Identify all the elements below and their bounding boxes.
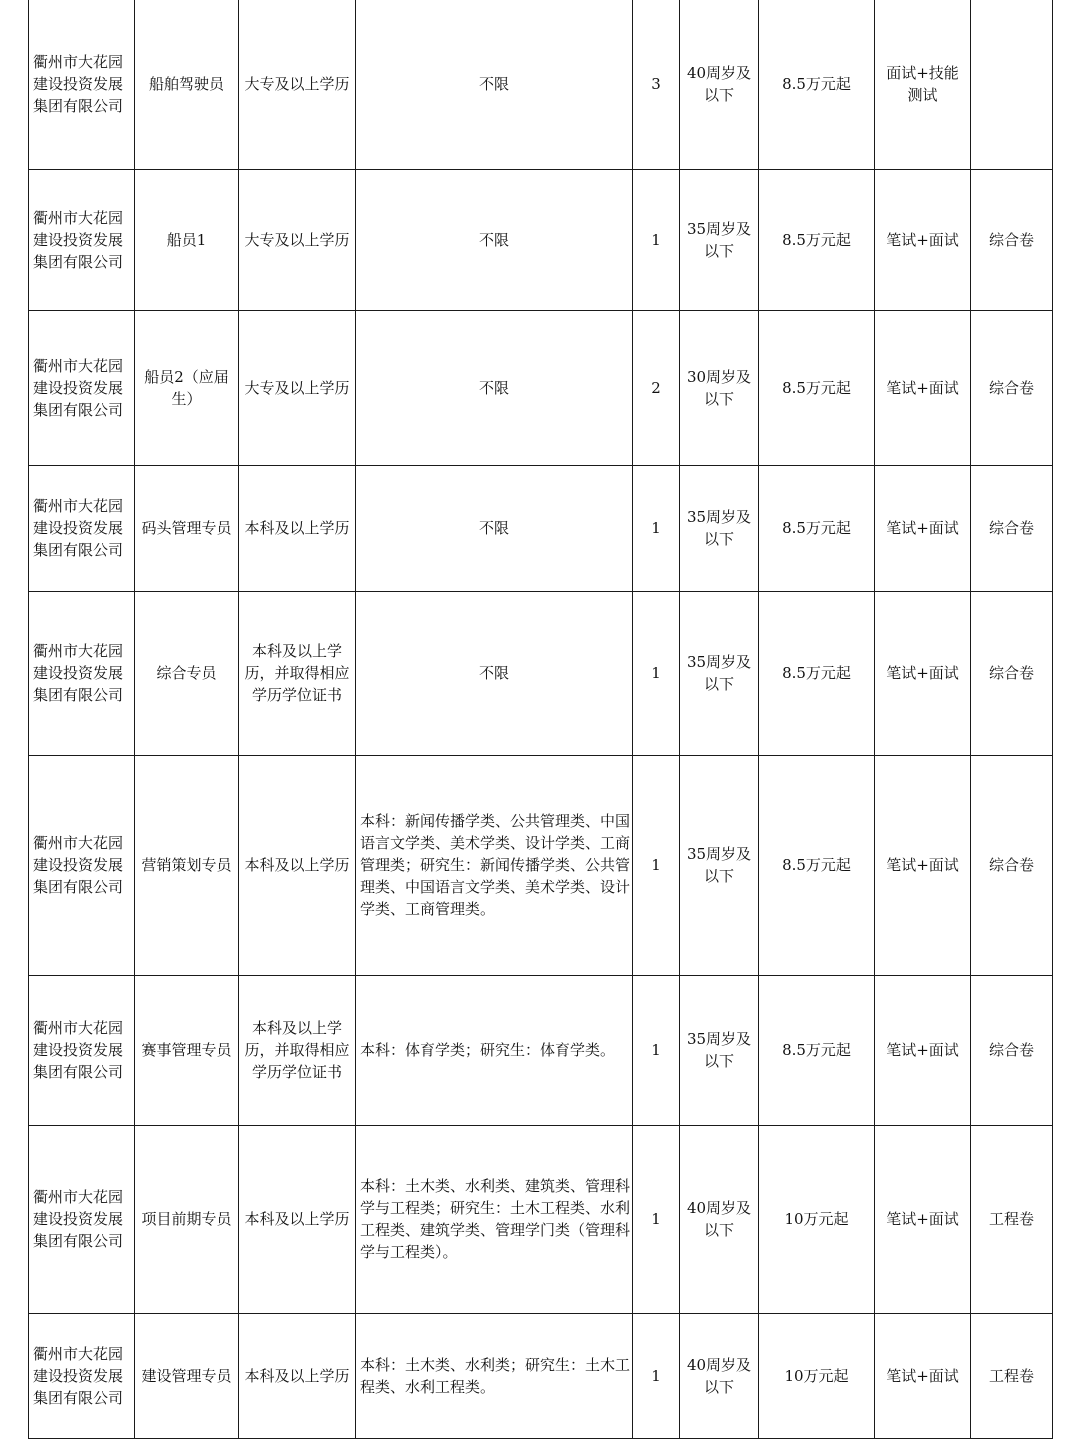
table-row [29, 310, 1053, 465]
salary-cell: 10万元起 [759, 1313, 875, 1438]
major-cell: 不限 [356, 310, 633, 465]
exam-method-cell: 笔试+面试 [875, 169, 971, 310]
paper-cell: 综合卷 [971, 310, 1053, 465]
major-cell: 不限 [356, 169, 633, 310]
company-cell: 衢州市大花园建设投资发展集团有限公司 [29, 755, 135, 975]
position-cell: 船员1 [135, 169, 239, 310]
salary-cell: 10万元起 [759, 1125, 875, 1313]
age-cell: 40周岁及以下 [680, 1125, 759, 1313]
company-cell: 衢州市大花园建设投资发展集团有限公司 [29, 169, 135, 310]
exam-method-cell: 面试+技能测试 [875, 0, 971, 169]
age-cell: 40周岁及以下 [680, 1313, 759, 1438]
company-cell: 衢州市大花园建设投资发展集团有限公司 [29, 465, 135, 591]
salary-cell: 8.5万元起 [759, 975, 875, 1125]
count-cell: 1 [633, 591, 680, 755]
salary-cell: 8.5万元起 [759, 591, 875, 755]
count-cell: 1 [633, 975, 680, 1125]
position-cell: 建设管理专员 [135, 1313, 239, 1438]
salary-cell: 8.5万元起 [759, 465, 875, 591]
table-row [29, 465, 1053, 591]
exam-method-cell: 笔试+面试 [875, 1125, 971, 1313]
education-cell: 本科及以上学历 [239, 1313, 356, 1438]
company-cell: 衢州市大花园建设投资发展集团有限公司 [29, 1125, 135, 1313]
position-cell: 船员2（应届生） [135, 310, 239, 465]
count-cell: 3 [633, 0, 680, 169]
paper-cell: 综合卷 [971, 591, 1053, 755]
education-cell: 本科及以上学历 [239, 755, 356, 975]
salary-cell: 8.5万元起 [759, 755, 875, 975]
count-cell: 1 [633, 755, 680, 975]
paper-cell: 综合卷 [971, 755, 1053, 975]
table-row [29, 975, 1053, 1125]
paper-cell: 工程卷 [971, 1125, 1053, 1313]
exam-method-cell: 笔试+面试 [875, 591, 971, 755]
position-cell: 项目前期专员 [135, 1125, 239, 1313]
count-cell: 1 [633, 465, 680, 591]
position-cell: 营销策划专员 [135, 755, 239, 975]
education-cell: 大专及以上学历 [239, 0, 356, 169]
table-row [29, 1125, 1053, 1313]
age-cell: 35周岁及以下 [680, 975, 759, 1125]
major-cell: 不限 [356, 465, 633, 591]
position-cell: 船舶驾驶员 [135, 0, 239, 169]
salary-cell: 8.5万元起 [759, 310, 875, 465]
age-cell: 35周岁及以下 [680, 591, 759, 755]
position-cell: 码头管理专员 [135, 465, 239, 591]
major-cell: 本科：体育学类；研究生：体育学类。 [356, 975, 633, 1125]
position-cell: 综合专员 [135, 591, 239, 755]
education-cell: 本科及以上学历 [239, 1125, 356, 1313]
table-row [29, 591, 1053, 755]
count-cell: 1 [633, 1125, 680, 1313]
paper-cell [971, 0, 1053, 169]
exam-method-cell: 笔试+面试 [875, 465, 971, 591]
major-cell: 本科：土木类、水利类、建筑类、管理科学与工程类；研究生：土木工程类、水利工程类、建筑学类、管理学门类（管理科学与工程类）。 [356, 1125, 633, 1313]
position-cell: 赛事管理专员 [135, 975, 239, 1125]
salary-cell: 8.5万元起 [759, 0, 875, 169]
exam-method-cell: 笔试+面试 [875, 755, 971, 975]
age-cell: 35周岁及以下 [680, 755, 759, 975]
table-row [29, 1313, 1053, 1438]
major-cell: 不限 [356, 0, 633, 169]
table-row [29, 755, 1053, 975]
education-cell: 本科及以上学历 [239, 465, 356, 591]
education-cell: 大专及以上学历 [239, 169, 356, 310]
company-cell: 衢州市大花园建设投资发展集团有限公司 [29, 1313, 135, 1438]
age-cell: 35周岁及以下 [680, 169, 759, 310]
major-cell: 本科：土木类、水利类；研究生：土木工程类、水利工程类。 [356, 1313, 633, 1438]
education-cell: 本科及以上学历，并取得相应学历学位证书 [239, 591, 356, 755]
recruitment-table [28, 0, 1053, 1439]
education-cell: 大专及以上学历 [239, 310, 356, 465]
paper-cell: 综合卷 [971, 975, 1053, 1125]
major-cell: 不限 [356, 591, 633, 755]
paper-cell: 工程卷 [971, 1313, 1053, 1438]
count-cell: 2 [633, 310, 680, 465]
exam-method-cell: 笔试+面试 [875, 310, 971, 465]
age-cell: 35周岁及以下 [680, 465, 759, 591]
company-cell: 衢州市大花园建设投资发展集团有限公司 [29, 310, 135, 465]
exam-method-cell: 笔试+面试 [875, 975, 971, 1125]
count-cell: 1 [633, 169, 680, 310]
age-cell: 40周岁及以下 [680, 0, 759, 169]
company-cell: 衢州市大花园建设投资发展集团有限公司 [29, 0, 135, 169]
major-cell: 本科：新闻传播学类、公共管理类、中国语言文学类、美术学类、设计学类、工商管理类；研究生：新闻传播学类、公共管理类、中国语言文学类、美术学类、设计学类、工商管理类。 [356, 755, 633, 975]
paper-cell: 综合卷 [971, 169, 1053, 310]
salary-cell: 8.5万元起 [759, 169, 875, 310]
education-cell: 本科及以上学历，并取得相应学历学位证书 [239, 975, 356, 1125]
age-cell: 30周岁及以下 [680, 310, 759, 465]
company-cell: 衢州市大花园建设投资发展集团有限公司 [29, 591, 135, 755]
paper-cell: 综合卷 [971, 465, 1053, 591]
count-cell: 1 [633, 1313, 680, 1438]
table-row [29, 169, 1053, 310]
company-cell: 衢州市大花园建设投资发展集团有限公司 [29, 975, 135, 1125]
table-row [29, 0, 1053, 169]
exam-method-cell: 笔试+面试 [875, 1313, 971, 1438]
